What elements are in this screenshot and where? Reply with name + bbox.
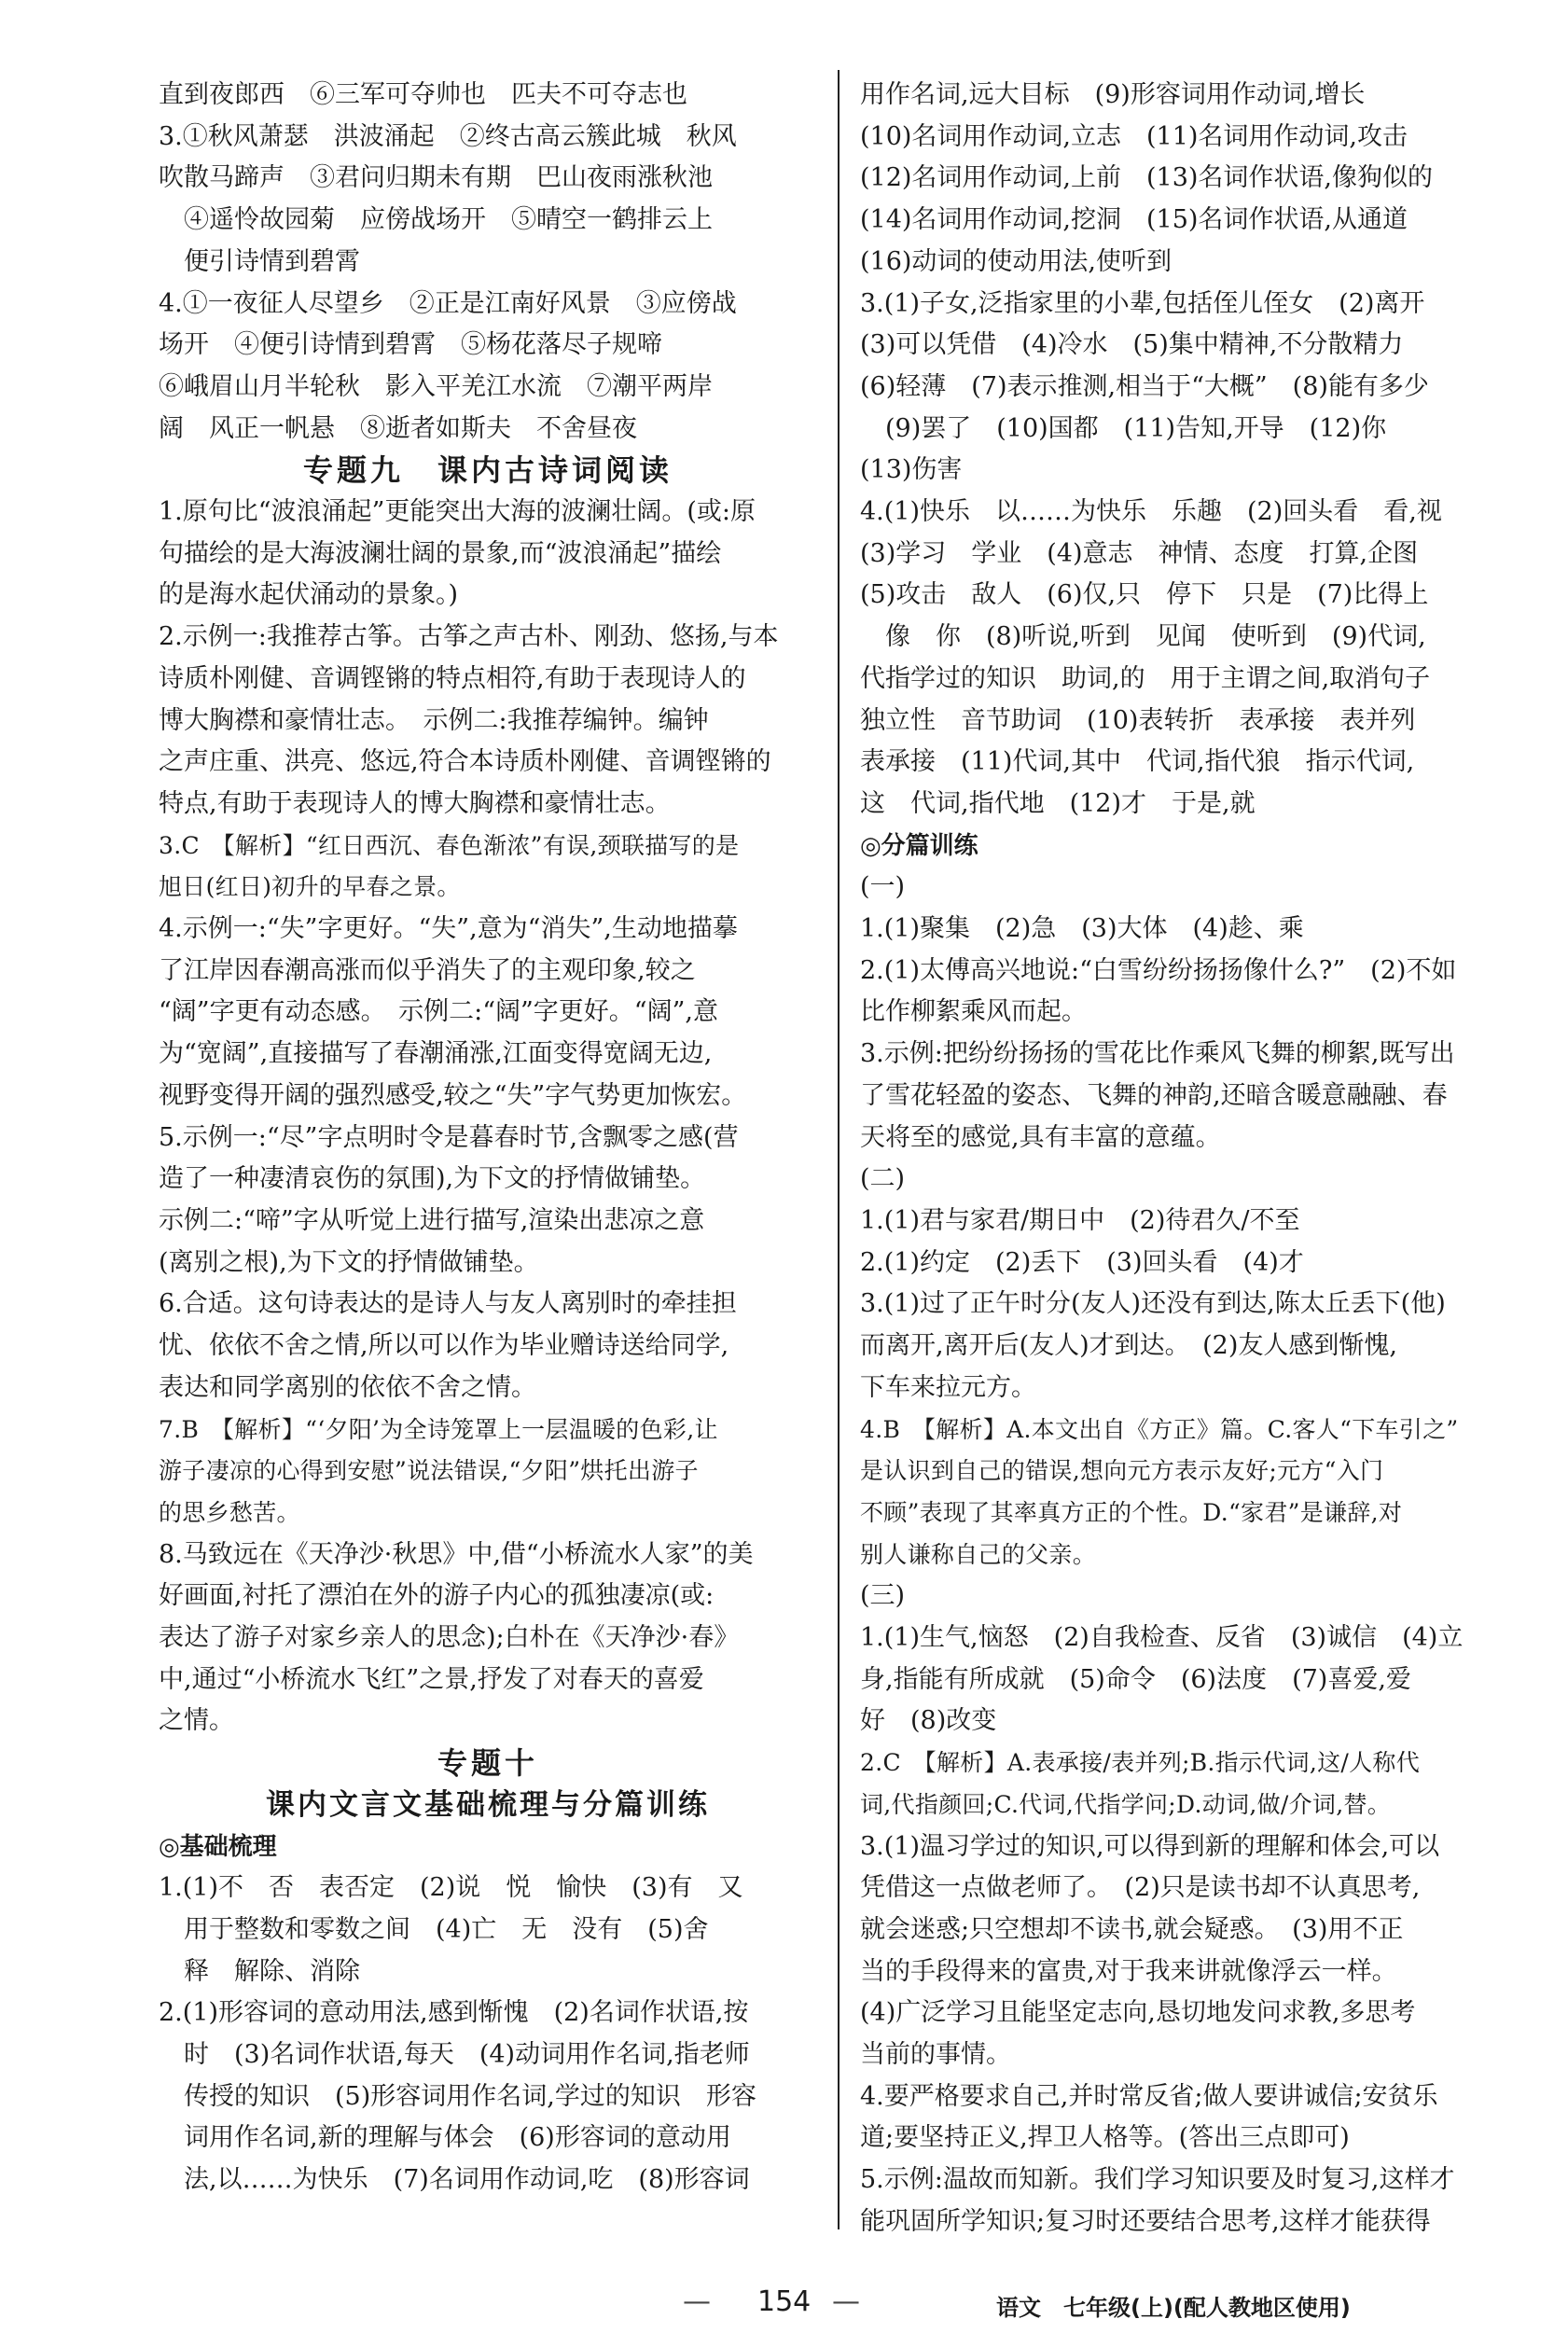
left-column-line: 句描绘的是大海波澜壮阔的景象,而“波浪涌起”描绘	[159, 538, 722, 568]
right-column-line: (14)名词用作动词,挖洞 (15)名词作状语,从通道	[860, 205, 1408, 235]
right-column-line: (一)	[860, 872, 906, 902]
right-column-line: 不顾”表现了其率真方正的个性。D.“家君”是谦辞,对	[860, 1498, 1403, 1526]
right-column-line: 1.(1)聚集 (2)急 (3)大体 (4)趁、乘	[860, 914, 1304, 944]
left-column-line: 好画面,衬托了漂泊在外的游子内心的孤独凄凉(或:	[159, 1581, 715, 1611]
left-column-line: 了江岸因春潮高涨而似乎消失了的主观印象,较之	[159, 955, 696, 985]
right-column-line: ◎分篇训练	[860, 831, 978, 860]
left-column-line: 专题十	[437, 1745, 538, 1782]
right-column-line: 3.示例:把纷纷扬扬的雪花比作乘风飞舞的柳絮,既写出	[860, 1039, 1455, 1069]
right-column-line: 5.示例:温故而知新。我们学习知识要及时复习,这样才	[860, 2165, 1455, 2195]
left-column-line: 1.原句比“波浪涌起”更能突出大海的波澜壮阔。(或:原	[159, 497, 756, 527]
left-column-line: 之声庄重、洪亮、悠远,符合本诗质朴刚健、音调铿锵的	[159, 747, 771, 777]
left-column-line: 用于整数和零数之间 (4)亡 无 没有 (5)舍	[159, 1914, 709, 1944]
left-column	[159, 75, 817, 2201]
left-column-line: 7.B 【解析】“‘夕阳’为全诗笼罩上一层温暖的色彩,让	[159, 1415, 718, 1443]
left-column-line: 游子凄凉的心得到安慰”说法错误,“夕阳”烘托出游子	[159, 1457, 699, 1485]
left-column-line: 表达了游子对家乡亲人的思念);白朴在《天净沙·春》	[159, 1623, 740, 1653]
right-column-line: 用作名词,远大目标 (9)形容词用作动词,增长	[860, 80, 1366, 109]
left-column-line: 时 (3)名词作状语,每天 (4)动词用作名词,指老师	[159, 2040, 750, 2070]
right-column-line: (12)名词用作动词,上前 (13)名词作状语,像狗似的	[860, 163, 1434, 193]
left-column-line: 便引诗情到碧霄	[159, 246, 360, 276]
left-column-line: 特点,有助于表现诗人的博大胸襟和豪情壮志。	[159, 788, 671, 818]
right-column-line: 下车来拉元方。	[860, 1372, 1036, 1402]
right-column-line: 4.要严格要求自己,并时常反省;做人要讲诚信;安贫乐	[860, 2081, 1438, 2111]
left-column-line: 4.示例一:“失”字更好。“失”,意为“消失”,生动地描摹	[159, 914, 738, 944]
right-column-line: (3)学习 学业 (4)意志 神情、态度 打算,企图	[860, 538, 1419, 568]
right-column-line: 这 代词,指代地 (12)才 于是,就	[860, 788, 1256, 818]
right-column-line: 别人谦称自己的父亲。	[860, 1540, 1097, 1568]
right-column-line: (6)轻薄 (7)表示推测,相当于“大概” (8)能有多少	[860, 371, 1429, 401]
left-column-line: 诗质朴刚健、音调铿锵的特点相符,有助于表现诗人的	[159, 663, 746, 693]
right-column-line: 天将至的感觉,具有丰富的意蕴。	[860, 1122, 1221, 1152]
left-column-line: 示例二:“啼”字从听觉上进行描写,渲染出悲凉之意	[159, 1205, 705, 1235]
left-column-line: (离别之根),为下文的抒情做铺垫。	[159, 1247, 539, 1277]
left-column-line: “阔”字更有动态感。 示例二:“阔”字更好。“阔”,意	[159, 997, 718, 1027]
right-column-line: 凭借这一点做老师了。 (2)只是读书却不认真思考,	[860, 1873, 1421, 1903]
right-column-line: (5)攻击 敌人 (6)仅,只 停下 只是 (7)比得上	[860, 580, 1429, 610]
left-column-line: 中,通过“小桥流水飞红”之景,抒发了对春天的喜爱	[159, 1664, 704, 1694]
right-column-line: (三)	[860, 1581, 906, 1611]
left-column-line: 释 解除、消除	[159, 1956, 360, 1986]
right-column-line: (9)罢了 (10)国都 (11)告知,开导 (12)你	[860, 413, 1387, 443]
right-column-line: 表承接 (11)代词,其中 代词,指代狼 指示代词,	[860, 747, 1415, 777]
right-column-line: 词,代指颜回;C.代词,代指学问;D.动词,做/介词,替。	[860, 1790, 1392, 1818]
right-column-line: 好 (8)改变	[860, 1706, 997, 1736]
left-column-line: 2.(1)形容词的意动用法,感到惭愧 (2)名词作状语,按	[159, 1998, 749, 2028]
right-column-line: (3)可以凭借 (4)冷水 (5)集中精神,不分散精力	[860, 330, 1404, 360]
page-number: — 154 —	[757, 2285, 811, 2318]
right-column-line: 3.(1)过了正午时分(友人)还没有到达,陈太丘丢下(他)	[860, 1289, 1446, 1319]
column-divider	[838, 70, 840, 2229]
right-column-line: 4.(1)快乐 以……为快乐 乐趣 (2)回头看 看,视	[860, 497, 1442, 527]
right-column	[860, 75, 1481, 2243]
left-column-line: ④遥怜故园菊 应傍战场开 ⑤晴空一鹤排云上	[159, 205, 713, 235]
left-column-line: 6.合适。这句诗表达的是诗人与友人离别时的牵挂担	[159, 1289, 737, 1319]
left-column-line: ⑥峨眉山月半轮秋 影入平羌江水流 ⑦潮平两岸	[159, 371, 713, 401]
left-column-line: 5.示例一:“尽”字点明时令是暮春时节,含飘零之感(营	[159, 1122, 739, 1152]
left-column-line: 阔 风正一帆悬 ⑧逝者如斯夫 不舍昼夜	[159, 413, 637, 443]
left-column-line: 表达和同学离别的依依不舍之情。	[159, 1372, 536, 1402]
right-column-line: (13)伤害	[860, 455, 963, 485]
right-column-line: 比作柳絮乘风而起。	[860, 997, 1087, 1027]
book-label: 语文 七年级(上)(配人教地区使用)	[996, 2295, 1351, 2321]
right-column-line: 1.(1)生气,恼怒 (2)自我检查、反省 (3)诚信 (4)立	[860, 1623, 1464, 1653]
left-column-line: 造了一种凄清哀伤的氛围),为下文的抒情做铺垫。	[159, 1164, 706, 1194]
right-column-line: 2.(1)太傅高兴地说:“白雪纷纷扬扬像什么?” (2)不如	[860, 955, 1457, 985]
right-column-line: 当的手段得来的富贵,对于我来讲就像浮云一样。	[860, 1956, 1397, 1986]
right-column-line: 身,指能有所成就 (5)命令 (6)法度 (7)喜爱,爱	[860, 1664, 1411, 1694]
right-column-line: 1.(1)君与家君/期日中 (2)待君久/不至	[860, 1205, 1300, 1235]
left-column-line: 4.①一夜征人尽望乡 ②正是江南好风景 ③应傍战	[159, 288, 737, 318]
right-column-line: (4)广泛学习且能坚定志向,恳切地发问求教,多思考	[860, 1998, 1416, 2028]
right-column-line: (10)名词用作动词,立志 (11)名词用作动词,攻击	[860, 121, 1408, 151]
right-column-line: 了雪花轻盈的姿态、飞舞的神韵,还暗含暖意融融、春	[860, 1080, 1448, 1110]
right-column-line: (16)动词的使动用法,使听到	[860, 246, 1173, 276]
right-column-line: 而离开,离开后(友人)才到达。 (2)友人感到惭愧,	[860, 1331, 1397, 1361]
left-column-line: 博大胸襟和豪情壮志。 示例二:我推荐编钟。编钟	[159, 705, 709, 735]
right-column-line: 3.(1)子女,泛指家里的小辈,包括侄儿侄女 (2)离开	[860, 288, 1425, 318]
right-column-line: 代指学过的知识 助词,的 用于主谓之间,取消句子	[860, 663, 1431, 693]
left-column-line: 8.马致远在《天净沙·秋思》中,借“小桥流水人家”的美	[159, 1539, 754, 1569]
left-column-line: 为“宽阔”,直接描写了春潮涌涨,江面变得宽阔无边,	[159, 1039, 713, 1069]
left-column-line: 词用作名词,新的理解与体会 (6)形容词的意动用	[159, 2123, 731, 2153]
right-column-line: 独立性 音节助词 (10)表转折 表承接 表并列	[860, 705, 1416, 735]
right-column-line: 像 你 (8)听说,听到 见闻 使听到 (9)代词,	[860, 622, 1426, 652]
left-column-line: 吹散马蹄声 ③君问归期未有期 巴山夜雨涨秋池	[159, 163, 713, 193]
left-column-line: 的是海水起伏涌动的景象。)	[159, 580, 459, 610]
right-column-line: (二)	[860, 1164, 906, 1194]
page-footer	[0, 2285, 1568, 2323]
right-column-line: 就会迷惑;只空想却不读书,就会疑惑。 (3)用不正	[860, 1914, 1404, 1944]
right-column-line: 2.(1)约定 (2)丢下 (3)回头看 (4)才	[860, 1247, 1304, 1277]
left-column-line: 之情。	[159, 1706, 234, 1736]
left-column-line: 专题九 课内古诗词阅读	[302, 452, 673, 489]
left-column-line: 场开 ④便引诗情到碧霄 ⑤杨花落尽子规啼	[159, 330, 662, 360]
right-column-line: 能巩固所学知识;复习时还要结合思考,这样才能获得	[860, 2206, 1431, 2236]
left-column-line: 2.示例一:我推荐古筝。古筝之声古朴、刚劲、悠扬,与本	[159, 622, 779, 652]
left-column-line: 忧、依依不舍之情,所以可以作为毕业赠诗送给同学,	[159, 1331, 729, 1361]
left-column-line: 视野变得开阔的强烈感受,较之“失”字气势更加恢宏。	[159, 1080, 747, 1110]
right-column-line: 2.C 【解析】A.表承接/表并列;B.指示代词,这/人称代	[860, 1749, 1421, 1777]
right-column-line: 道;要坚持正义,捍卫人格等。(答出三点即可)	[860, 2123, 1350, 2153]
right-column-line: 当前的事情。	[860, 2040, 1011, 2070]
left-column-line: 直到夜郎西 ⑥三军可夺帅也 匹夫不可夺志也	[159, 80, 687, 109]
right-column-line: 3.(1)温习学过的知识,可以得到新的理解和体会,可以	[860, 1831, 1440, 1861]
left-column-line: 的思乡愁苦。	[159, 1498, 300, 1526]
left-column-line: 传授的知识 (5)形容词用作名词,学过的知识 形容	[159, 2081, 756, 2111]
left-column-line: 1.(1)不 否 表否定 (2)说 悦 愉快 (3)有 又	[159, 1873, 743, 1903]
left-column-line: 3.①秋风萧瑟 洪波涌起 ②终古高云簇此城 秋风	[159, 121, 737, 151]
left-column-line: 法,以……为快乐 (7)名词用作动词,吃 (8)形容词	[159, 2165, 750, 2195]
left-column-line: 3.C 【解析】“红日西沉、春色渐浓”有误,颈联描写的是	[159, 831, 740, 859]
left-column-line: ◎基础梳理	[159, 1832, 277, 1861]
left-column-line: 课内文言文基础梳理与分篇训练	[266, 1787, 710, 1822]
left-column-line: 旭日(红日)初升的早春之景。	[159, 873, 461, 901]
right-column-line: 4.B 【解析】A.本文出自《方正》篇。C.客人“下车引之”	[860, 1415, 1459, 1443]
right-column-line: 是认识到自己的错误,想向元方表示友好;元方“入门	[860, 1457, 1384, 1485]
